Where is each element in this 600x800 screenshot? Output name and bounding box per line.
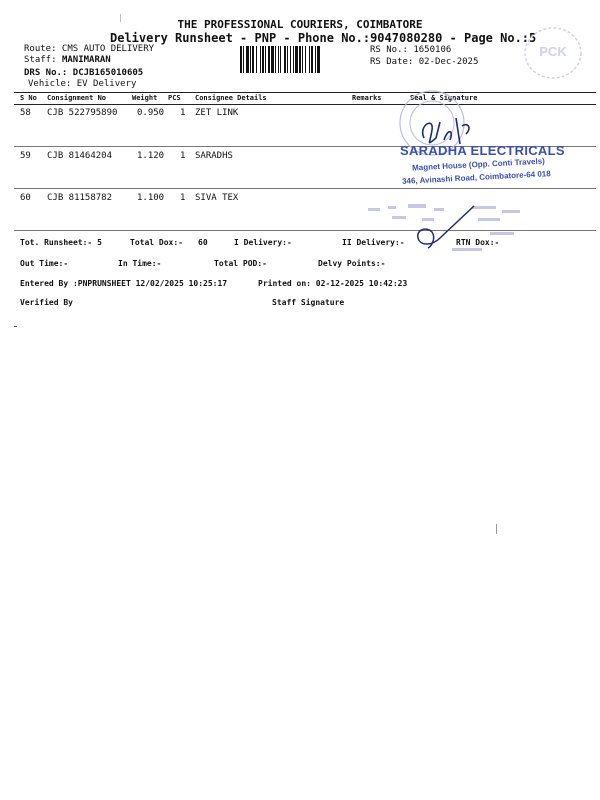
stamp-line1: Magnet House (Opp. Conti Travels) <box>411 156 546 173</box>
barcode-bar <box>299 46 301 73</box>
total-pod: Total POD:- <box>214 259 267 268</box>
col-remarks: Remarks <box>352 94 382 102</box>
rs-date: RS Date: 02-Dec-2025 <box>370 57 479 67</box>
handwritten-signature-bottom <box>402 202 482 256</box>
tot-runsheet: Tot. Runsheet:- 5 <box>20 238 102 247</box>
runsheet-subtitle: Delivery Runsheet - PNP - Phone No.:9047080280 - Page No.:5 <box>110 31 537 45</box>
row-consignee: SARADHS <box>195 151 233 161</box>
barcode-bar <box>309 46 310 73</box>
out-time: Out Time:- <box>20 259 69 268</box>
entered-by: Entered By :PNPRUNSHEET 12/02/2025 10:25:17 <box>20 279 228 288</box>
col-weight: Weight <box>132 94 158 102</box>
company-title: THE PROFESSIONAL COURIERS, COIMBATORE <box>177 18 423 31</box>
verified-by: Verified By <box>20 298 73 307</box>
vehicle-line: Vehicle: EV Delivery <box>28 79 137 89</box>
barcode-bar <box>265 46 266 73</box>
ii-delivery: II Delivery:- <box>342 238 405 247</box>
logo-stamp <box>522 24 584 82</box>
row-weight: 1.100 <box>137 193 165 203</box>
barcode-bar <box>290 46 291 73</box>
rtn-dox: RTN Dox:- <box>456 238 500 247</box>
barcode-bar <box>271 46 274 73</box>
col-sno: S No <box>20 94 37 102</box>
staff-value: MANIMARAN <box>61 55 111 65</box>
barcode-bar <box>315 46 316 73</box>
scan-speck <box>120 14 121 22</box>
row-consignee: SIVA TEX <box>195 193 239 203</box>
col-consignment: Consignment No <box>47 94 107 102</box>
printed-on: Printed on: 02-12-2025 10:42:23 <box>258 279 408 288</box>
scan-speck <box>496 524 497 534</box>
row-pcs: 1 <box>180 193 186 203</box>
row-sno: 58 <box>20 108 31 118</box>
barcode-bar <box>268 46 270 73</box>
row-consignee: ZET LINK <box>195 108 239 118</box>
barcode-bar <box>243 46 244 73</box>
staff-label: Staff: <box>24 55 57 65</box>
row-consignment: CJB 522795890 <box>47 108 118 118</box>
barcode-bar <box>302 46 303 73</box>
scan-speck <box>14 326 17 327</box>
drs-line <box>24 68 143 78</box>
in-time: In Time:- <box>118 259 162 268</box>
barcode-bar <box>246 46 249 73</box>
barcode-bar <box>305 46 306 73</box>
barcode-bar <box>280 46 281 73</box>
row-sno: 59 <box>20 151 31 161</box>
row-weight: 1.120 <box>137 151 165 161</box>
table-header-rule <box>14 104 596 105</box>
delvy-points: Delvy Points:- <box>318 259 386 268</box>
barcode-bar <box>317 46 320 73</box>
barcode-bars <box>240 46 366 73</box>
staff-signature: Staff Signature <box>272 298 345 307</box>
barcode-bar <box>311 46 313 73</box>
rs-number: RS No.: 1650106 <box>370 45 452 55</box>
row-consignment: CJB 81158782 <box>47 193 113 203</box>
i-delivery: I Delivery:- <box>234 238 292 247</box>
barcode-bar <box>252 46 254 73</box>
signature-loop-icon <box>402 202 482 256</box>
staff-line <box>24 55 111 65</box>
row-rule <box>14 188 596 189</box>
col-seal: Seal & Signature <box>410 94 478 102</box>
drs-label: DRS No.: <box>24 68 68 78</box>
row-consignment: CJB 81464204 <box>47 151 113 161</box>
barcode-bar <box>256 46 257 73</box>
barcode-bar <box>278 46 279 73</box>
barcode-bar <box>250 46 251 73</box>
barcode-bar <box>262 46 264 73</box>
row-weight: 0.950 <box>137 108 165 118</box>
route-line: Route: CMS AUTO DELIVERY <box>24 44 155 54</box>
barcode-bar <box>293 46 294 73</box>
row-sno: 60 <box>20 193 31 203</box>
total-dox-label: Total Dox:- <box>130 238 183 247</box>
stamp-company: SARADHA ELECTRICALS <box>400 143 565 158</box>
barcode-bar <box>284 46 286 73</box>
total-dox-value: 60 <box>198 238 208 247</box>
barcode-bar <box>275 46 276 73</box>
barcode-bar <box>240 46 242 73</box>
row-pcs: 1 <box>180 108 186 118</box>
barcode-bar <box>287 46 288 73</box>
row-pcs: 1 <box>180 151 186 161</box>
col-consignee: Consignee Details <box>195 94 267 102</box>
barcode-bar <box>295 46 298 73</box>
drs-value: DCJB165010605 <box>72 68 144 78</box>
stamp-line2: 346, Avinashi Road, Coimbatore-64 018 <box>401 169 551 186</box>
logo-stamp-text: PCK <box>539 44 567 59</box>
barcode <box>240 46 366 73</box>
col-pcs: PCS <box>168 94 181 102</box>
barcode-bar <box>260 46 261 73</box>
table-top-rule <box>14 92 596 93</box>
